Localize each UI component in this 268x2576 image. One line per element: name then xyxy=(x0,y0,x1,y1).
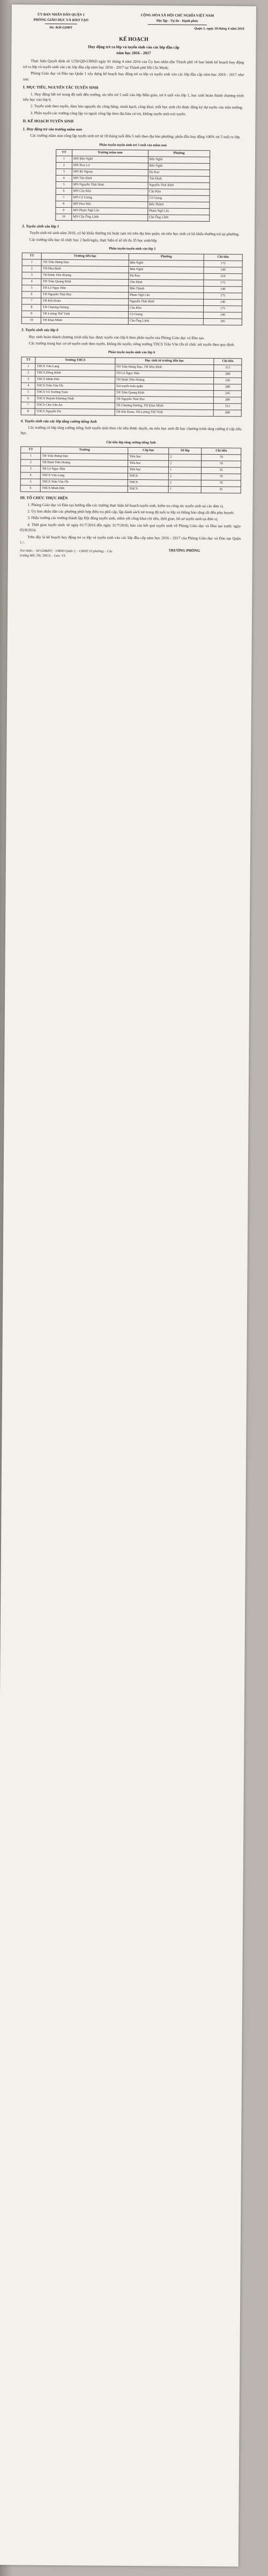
table-cell: 9 xyxy=(21,311,41,317)
intro-paragraph: Phòng Giáo dục và Đào tạo Quận 1 xây dựng kế hoạch huy động trẻ ra lớp và tuyển sinh vào các lớp đầu cấp năm học 2016 - 2017 như sau: xyxy=(23,71,244,82)
subsection-heading: 1. Huy động trẻ vào trường mầm non xyxy=(23,127,83,132)
paragraph: Các trường trung học cơ sở tuyển sinh theo tuyến, không thi tuyển; riêng trường THCS Trần Văn Ơn tổ chức xét tuyển theo quy định. xyxy=(28,341,235,347)
table-cell: 280 xyxy=(214,384,242,390)
table-cell: Cầu Kho xyxy=(148,188,210,195)
document-header xyxy=(24,12,244,32)
table-cell: TH Nguyễn Thái Học xyxy=(41,292,128,299)
table-cell: TH Lê Ngọc Hân xyxy=(41,466,128,473)
table-cell: THCS Huỳnh Khương Ninh xyxy=(35,396,115,403)
table-row xyxy=(20,485,241,493)
signature-block xyxy=(20,546,241,580)
table-cell: TH Kết Đoàn xyxy=(41,298,128,305)
table-cell: Tiểu học xyxy=(128,461,169,468)
table-cell: 4 xyxy=(21,383,35,389)
table-cell: 7 xyxy=(56,194,72,201)
table-cell: MN Bến Nghé xyxy=(72,156,148,163)
table-cell: 6 xyxy=(22,291,42,298)
table-cell: TH Trần Hưng Đạo, TH Hòa Bình xyxy=(115,364,214,371)
english-class-table xyxy=(20,447,242,494)
table-cell: 4 xyxy=(20,472,40,479)
table-cell: Bến Nghé xyxy=(129,260,204,267)
paragraph: Các trường có lớp tăng cường tiếng Anh tuyển sinh theo chỉ tiêu được duyệt, ưu tiên học sinh đã học chương trình tăng cường ở cấp tiểu học. xyxy=(20,425,242,436)
org-line-2: PHÒNG GIÁO DỤC VÀ ĐÀO TẠO xyxy=(33,18,89,22)
table-cell: 175 xyxy=(204,280,242,287)
table-cell: 2 xyxy=(22,266,42,272)
table-cell: 2 xyxy=(21,370,35,376)
table-cell: THCS Trần Văn Ơn xyxy=(41,479,128,486)
table-cell: Bến Nghé xyxy=(129,267,204,274)
table-header-cell: Trường xyxy=(41,447,128,454)
table-cell: 280 xyxy=(213,410,241,416)
table-cell: Đa Kao xyxy=(148,170,210,177)
table-cell: THCS Nguyễn Du xyxy=(35,408,114,415)
table-cell: TH Hòa Bình xyxy=(42,266,129,273)
table-cell: 7 xyxy=(21,402,35,408)
table-cell: THCS Minh Đức xyxy=(41,485,128,492)
table-cell: 2 xyxy=(169,454,202,461)
table-header-cell: Số lớp xyxy=(169,448,202,454)
table-header-cell: TT xyxy=(56,149,72,156)
table-cell: MN Phạm Ngũ Lão xyxy=(72,207,148,214)
table-cell: 4 xyxy=(22,279,42,285)
table-cell: Tiểu học xyxy=(128,467,169,474)
table-cell: 6 xyxy=(56,188,72,194)
table-cell: 3 xyxy=(20,466,40,472)
table-cell: THCS Võ Trường Toản xyxy=(35,389,115,396)
table-cell: Xét tuyển toàn quận xyxy=(115,383,214,390)
paragraph: Học sinh hoàn thành chương trình tiểu học được tuyển vào lớp 6 theo phân tuyến của Phòng Giáo dục và Đào tạo. xyxy=(28,334,205,340)
table-header-cell: Chỉ tiêu xyxy=(202,448,241,455)
table-cell: 70 xyxy=(202,461,241,468)
table-title: Chỉ tiêu lớp tăng cường tiếng Anh xyxy=(106,440,156,445)
table-cell: 245 xyxy=(214,377,242,384)
table-cell: 8 xyxy=(22,304,42,311)
paragraph: 1. Phòng Giáo dục và Đào tạo hướng dẫn các trường thực hiện kế hoạch tuyển sinh, kiểm tra công tác tuyển sinh tại các đơn vị. xyxy=(27,502,224,508)
table-cell: 2 xyxy=(168,473,201,480)
table-cell: 2 xyxy=(168,480,201,486)
table-row xyxy=(21,408,241,417)
table-cell: 6 xyxy=(21,396,35,402)
table-cell: TH Khai Minh xyxy=(41,317,128,324)
table-cell: 1 xyxy=(22,259,42,266)
table-cell: Phạm Ngũ Lão xyxy=(129,293,204,300)
table-cell: MN Tân Định xyxy=(72,176,148,183)
table-header-cell: Trường mầm non xyxy=(72,150,148,157)
document-date: Quận 1, ngày 18 tháng 4 năm 2016 xyxy=(194,26,244,31)
document-number: Số: /KH-GDĐT xyxy=(49,25,73,30)
table-cell: TH Lê Ngọc Hân xyxy=(41,286,128,293)
table-cell: Bến Nghé xyxy=(148,163,210,170)
table-cell: Đa Kao xyxy=(129,273,204,280)
table-cell: 7 xyxy=(22,298,42,304)
table-title: Phân tuyến tuyển sinh trẻ 5 tuổi vào mầm non xyxy=(99,143,167,148)
table-cell: 105 xyxy=(203,319,242,325)
table-header-cell: Cấp học xyxy=(128,448,169,455)
table-header-cell: Chỉ tiêu xyxy=(204,254,242,261)
table-cell: 175 xyxy=(204,293,242,300)
table-header-cell: Học sinh từ trường tiểu học xyxy=(115,357,214,364)
table-cell: Tiểu học xyxy=(128,454,169,461)
table-cell: Tân Định xyxy=(129,280,204,287)
table-cell: 2 xyxy=(56,162,72,169)
subsection-heading: 3. Tuyển sinh vào lớp 6 xyxy=(21,327,58,333)
table-cell: THCS Trần Văn Ơn xyxy=(35,383,115,390)
table-header-cell: Phường xyxy=(129,254,204,261)
table-cell: TH Chương Dương xyxy=(41,304,128,311)
table-header-cell: TT xyxy=(22,253,42,259)
table-cell: TH Nguyễn Thái Học xyxy=(115,396,214,403)
table-cell: 175 xyxy=(204,261,242,267)
table-cell: 8 xyxy=(56,201,72,207)
table-cell: THCS Chu Văn An xyxy=(35,402,114,409)
table-cell: MN Cầu Ông Lãnh xyxy=(72,214,148,221)
document-subtitle-year: năm học 2016 - 2017 xyxy=(116,50,151,55)
subsection-heading: 4. Tuyển sinh vào các lớp tăng cường tiếng Anh xyxy=(20,419,97,424)
table-cell: Bến Thành xyxy=(129,286,204,293)
table-cell: 140 xyxy=(204,287,242,293)
org-line-1: ỦY BAN NHÂN DÂN QUẬN 1 xyxy=(37,12,85,17)
table-cell: 315 xyxy=(214,364,242,371)
table-header-cell: TT xyxy=(21,357,35,363)
table-cell: Bến Nghé xyxy=(148,157,210,164)
grade6-table xyxy=(21,356,242,417)
kindergarten-table xyxy=(55,149,210,222)
table-cell: 3 xyxy=(21,376,35,383)
table-cell: 10 xyxy=(21,317,41,324)
table-cell: 245 xyxy=(214,390,242,397)
table-cell: TH Đinh Tiên Hoàng xyxy=(115,377,214,384)
table-cell: 35 xyxy=(202,468,241,474)
table-cell: MN Hoa Lư xyxy=(72,163,148,170)
table-cell: 5 xyxy=(22,285,42,291)
paragraph: 2. Ủy ban nhân dân các phường phối hợp điều tra phổ cập, lập danh sách trẻ trong độ tuổi ra lớp và thông báo rộng rãi đến phụ huynh. xyxy=(27,509,235,515)
table-cell: 280 xyxy=(214,397,242,403)
table-cell: THCS xyxy=(128,473,169,480)
table-cell: 280 xyxy=(214,371,242,377)
table-cell: 315 xyxy=(214,403,242,410)
paragraph: Tuyển sinh trẻ sinh năm 2010, có hộ khẩu thường trú hoặc tạm trú trên địa bàn quận; ưu tiên học sinh có hộ khẩu thường trú tại phường. xyxy=(29,230,240,237)
table-row xyxy=(21,317,242,325)
table-cell: TH Trần Quang Khải xyxy=(115,390,214,397)
table-cell: THCS Văn Lang xyxy=(41,472,128,479)
table-cell: 1 xyxy=(168,486,201,493)
country-name: CỘNG HÒA XÃ HỘI CHỦ NGHĨA VIỆT NAM xyxy=(140,13,214,18)
table-cell: TH Lê Ngọc Hân xyxy=(115,370,214,377)
table-cell: 140 xyxy=(204,300,242,306)
table-cell: THCS xyxy=(128,486,169,493)
paragraph: 3. Phân tuyến các trường công lập và ngoài công lập theo địa bàn cư trú, không tuyển sinh trái tuyến. xyxy=(30,111,187,116)
table-cell: 140 xyxy=(204,267,242,274)
table-row xyxy=(55,214,209,221)
table-cell: Phạm Ngũ Lão xyxy=(147,208,210,215)
table-title: Phân tuyến tuyển sinh vào lớp 6 xyxy=(108,351,155,355)
receivers-list: Nơi nhận: - Sở GD&ĐT; - UBND Quận 1; - UBND 10 phường; - Các trường MN, TH, THCS; - Lưu: VT. xyxy=(19,549,113,558)
table-cell: MN Nguyễn Thái Bình xyxy=(72,181,148,188)
table-cell: 1 xyxy=(56,156,72,162)
paragraph: Các trường mầm non công lập tuyển sinh trẻ từ 18 tháng tuổi đến 5 tuổi theo địa bàn phường; phấn đấu huy động 100% trẻ 5 tuổi ra lớp. xyxy=(30,133,241,140)
table-cell: MN Cầu Kho xyxy=(72,188,148,195)
closing-paragraph: Trên đây là kế hoạch huy động trẻ ra lớp và tuyển sinh vào các lớp đầu cấp năm học 2016 - 2017 của Phòng Giáo dục và Đào tạo Quận 1./. xyxy=(19,535,241,545)
table-cell: Cầu Ông Lãnh xyxy=(128,318,203,325)
table-cell: 2 xyxy=(169,461,202,467)
table-cell: THCS Văn Lang xyxy=(35,363,115,370)
document-title: KẾ HOẠCH xyxy=(119,37,148,43)
table-cell: THCS Minh Đức xyxy=(35,376,115,383)
national-title xyxy=(110,13,244,32)
table-cell: 1 xyxy=(21,363,35,370)
table-cell: 9 xyxy=(56,207,72,214)
table-cell: MN Hoa Mai xyxy=(72,201,148,208)
section-heading: III. TỔ CHỨC THỰC HIỆN xyxy=(20,495,68,501)
section-heading: I. MỤC TIÊU, NGUYÊN TẮC TUYỂN SINH xyxy=(23,85,99,90)
national-motto: Độc lập - Tự do - Hạnh phúc xyxy=(156,18,198,23)
paragraph: 4. Thời gian tuyển sinh: từ ngày 01/7/2016 đến ngày 31/7/2016; báo cáo kết quả tuyển sinh về Phòng Giáo dục và Đào tạo trước ngày 05/8/2016. xyxy=(20,522,241,533)
paragraph: 1. Huy động hết trẻ trong độ tuổi đến trường, ưu tiên trẻ 5 tuổi vào lớp Mẫu giáo, trẻ 6 tuổi vào lớp 1, học sinh hoàn thành chương trình tiểu học vào lớp 6. xyxy=(23,92,244,102)
table-cell: Cô Giang xyxy=(128,312,203,319)
section-heading: II. KẾ HOẠCH TUYỂN SINH xyxy=(23,119,74,124)
table-cell: 1 xyxy=(168,467,201,473)
paragraph: Các trường tiểu học tổ chức học 2 buổi/ngày, thực hiện sĩ số tối đa 35 học sinh/lớp. xyxy=(29,237,158,243)
table-cell: Cô Giang xyxy=(148,195,210,202)
table-cell: 3 xyxy=(56,169,72,175)
table-cell: 8 xyxy=(21,408,35,415)
signer-role: TRƯỞNG PHÒNG xyxy=(168,548,200,553)
table-cell: TH Trần Hưng Đạo xyxy=(41,453,128,460)
signature xyxy=(144,548,225,553)
table-cell: 10 xyxy=(55,214,71,220)
table-cell: TH Chương Dương, TH Khai Minh xyxy=(115,403,214,410)
table-cell: 3 xyxy=(22,272,42,279)
table-cell: 140 xyxy=(203,312,242,319)
table-cell: Nguyễn Thái Bình xyxy=(128,299,203,306)
table-cell: TH Trần Hưng Đạo xyxy=(42,260,129,267)
table-cell: MN Cô Giang xyxy=(72,194,148,201)
table-cell: 5 xyxy=(21,389,35,396)
grade1-table xyxy=(21,253,243,326)
table-cell: TH Kết Đoàn, TH Lương Thế Vinh xyxy=(115,409,214,416)
table-cell: TH Đinh Tiên Hoàng xyxy=(41,459,128,466)
paragraph: 3. Hiệu trưởng các trường thành lập Hội đồng tuyển sinh, niêm yết công khai chỉ tiêu, thời gian, hồ sơ tuyển sinh tại đơn vị. xyxy=(27,516,219,522)
table-title: Phân tuyến tuyển sinh vào lớp 1 xyxy=(109,246,156,251)
table-cell: 5 xyxy=(20,479,40,485)
table-cell: THCS xyxy=(128,480,169,487)
table-header-cell: Trường tiểu học xyxy=(42,253,129,260)
document-subtitle: Huy động trẻ ra lớp và tuyển sinh vào các lớp đầu cấp xyxy=(88,44,180,50)
paragraph: 2. Tuyển sinh theo tuyến, đảm bảo nguyên tắc công bằng, minh bạch, công khai; mỗi học sinh chỉ được đăng ký dự tuyển vào một trường. xyxy=(30,104,243,110)
issuing-authority xyxy=(24,12,99,31)
table-cell: 70 xyxy=(201,480,241,486)
divider xyxy=(148,24,207,25)
table-cell: TH Lương Thế Vinh xyxy=(41,311,128,318)
table-cell: TH Trần Quang Khải xyxy=(41,279,128,286)
table-header-cell: Phường xyxy=(148,150,210,157)
table-cell: Cầu Kho xyxy=(128,305,203,312)
table-header-cell: Chỉ tiêu xyxy=(214,358,242,364)
table-cell: 210 xyxy=(204,274,242,280)
table-cell: Nguyễn Thái Bình xyxy=(148,182,210,189)
table-cell: 70 xyxy=(202,455,241,461)
table-cell: TH Đinh Tiên Hoàng xyxy=(41,273,128,280)
table-cell: 175 xyxy=(204,306,242,312)
table-cell: Tân Định xyxy=(148,176,210,183)
table-cell: MN Bé Ngoan xyxy=(72,169,148,176)
table-cell: 2 xyxy=(21,459,41,466)
table-cell: 5 xyxy=(56,181,72,188)
table-cell: 6 xyxy=(20,485,40,492)
table-cell: Cầu Ông Lãnh xyxy=(147,214,210,221)
intro-paragraph: Thực hiện Quyết định số 1259/QĐ-UBND ngày 01 tháng 4 năm 2016 của Ủy ban nhân dân Thành phố về ban hành kế hoạch huy động trẻ ra lớp và tuyển sinh vào các lớp đầu cấp năm học 2016 - 2017 tại Thành phố Hồ Chí Minh; xyxy=(23,59,244,70)
table-cell: 35 xyxy=(201,486,241,493)
table-cell: 70 xyxy=(202,474,241,480)
table-cell: 4 xyxy=(56,175,72,181)
document-page xyxy=(0,4,256,2566)
table-header-cell: TT xyxy=(21,447,41,453)
table-cell: Bến Thành xyxy=(147,201,210,208)
subsection-heading: 2. Tuyển sinh vào lớp 1 xyxy=(22,224,59,229)
table-cell: THCS Đồng Khởi xyxy=(35,370,115,377)
table-cell: 1 xyxy=(21,453,41,459)
table-header-cell: Trường THCS xyxy=(35,357,115,364)
